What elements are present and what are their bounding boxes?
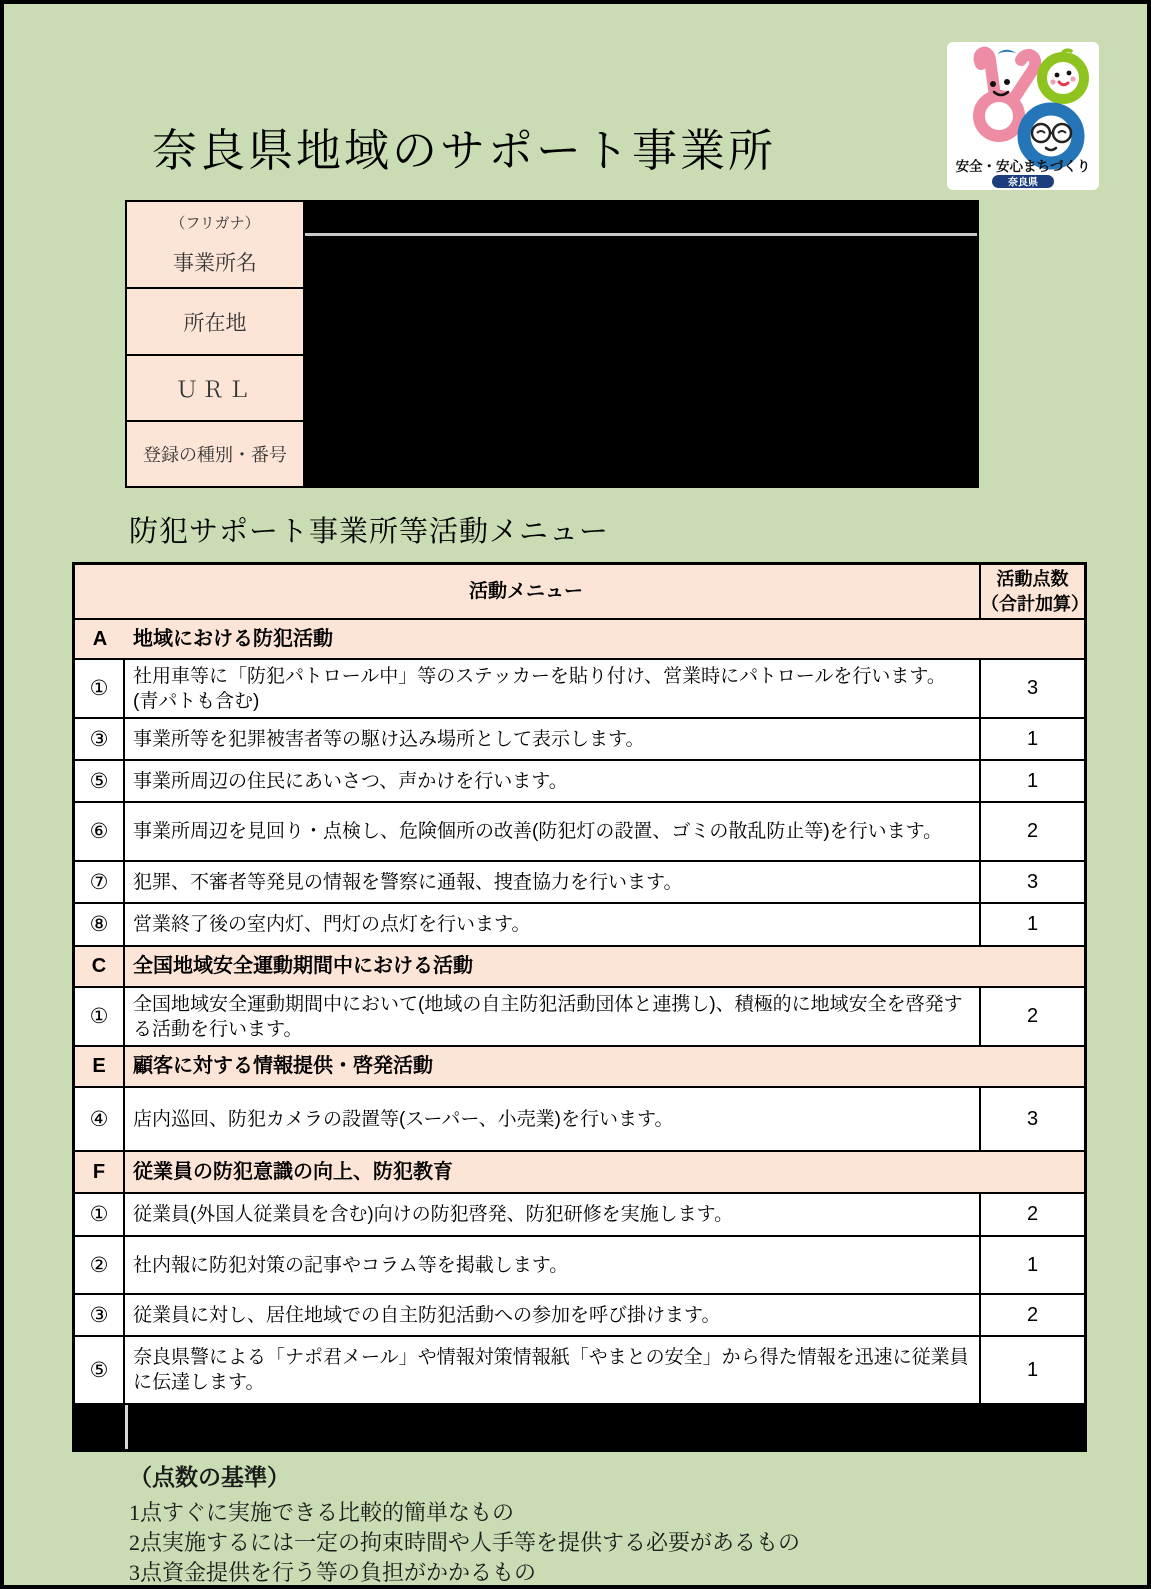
menu-item-row — [75, 1337, 1084, 1405]
business-name-label: 事業所名 — [173, 252, 257, 275]
item-points: 3 — [979, 660, 1084, 717]
menu-item-row — [75, 803, 1084, 862]
furigana-label: （フリガナ） — [170, 215, 260, 232]
column-header-points — [979, 565, 1089, 618]
menu-category-row — [75, 1047, 1084, 1088]
item-number: ① — [75, 988, 125, 1045]
column-header-menu: 活動メニュー — [468, 581, 583, 602]
menu-item-row — [75, 862, 1084, 904]
item-number: ⑦ — [75, 862, 125, 902]
menu-category-row — [75, 620, 1084, 660]
item-points: 3 — [979, 1088, 1084, 1150]
item-number: ⑧ — [75, 904, 125, 945]
green-mascot-icon — [1042, 50, 1084, 99]
item-number: ① — [75, 1194, 125, 1235]
item-points: 1 — [979, 719, 1084, 759]
item-text: 犯罪、不審者等発見の情報を警察に通報、捜査協力を行います。 — [133, 871, 683, 893]
form-row-business-name — [127, 202, 303, 289]
blue-mascot-icon — [1024, 109, 1078, 163]
redacted-row-divider — [125, 1405, 128, 1449]
logo-badge-label: 奈良県 — [1008, 177, 1038, 189]
category-letter: C — [75, 947, 125, 986]
category-title: 全国地域安全運動期間中における活動 — [133, 955, 473, 977]
item-points: 2 — [979, 803, 1084, 860]
category-title: 従業員の防犯意識の向上、防犯教育 — [133, 1160, 453, 1183]
item-text: 事業所等を犯罪被害者等の駆け込み場所として表示します。 — [133, 728, 645, 750]
item-number: ① — [75, 660, 125, 717]
menu-item-row — [75, 1194, 1084, 1237]
furigana-divider-line — [305, 233, 977, 236]
menu-category-row — [75, 947, 1084, 988]
menu-item-row — [75, 719, 1084, 761]
item-number: ④ — [75, 1088, 125, 1150]
item-number: ⑤ — [75, 1337, 125, 1403]
safety-mascot-logo — [947, 42, 1099, 190]
item-number: ⑥ — [75, 803, 125, 860]
activity-menu-table — [72, 562, 1087, 1452]
menu-item-row — [75, 988, 1084, 1047]
item-points: 2 — [979, 988, 1084, 1045]
item-text: 従業員(外国人従業員を含む)向けの防犯啓発、防犯研修を実施します。 — [133, 1204, 734, 1225]
item-points: 3 — [979, 862, 1084, 902]
item-points: 1 — [979, 904, 1084, 945]
notes-line-3: 3点資金提供を行う等の負担がかかるもの — [129, 1560, 537, 1585]
category-letter: E — [75, 1047, 125, 1086]
notes-line-1: 1点すぐに実施できる比較的簡単なもの — [129, 1500, 515, 1525]
menu-redacted-row — [75, 1405, 1084, 1449]
category-title: 地域における防犯活動 — [133, 627, 333, 650]
notes-heading: （点数の基準） — [129, 1465, 290, 1490]
menu-item-row — [75, 660, 1084, 719]
logo-tagline: 安全・安心まちづくり — [955, 159, 1091, 174]
item-number: ③ — [75, 719, 125, 759]
category-letter: A — [92, 627, 108, 650]
menu-item-row — [75, 761, 1084, 803]
notes-line-2: 2点実施するには一定の拘束時間や人手等を提供する必要があるもの — [129, 1530, 801, 1555]
points-header-line2: （合計加算） — [981, 593, 1089, 614]
item-text: 全国地域安全運動期間中において(地域の自主防犯活動団体と連携し)、積極的に地域安全を啓発する活動を行います。 — [133, 993, 963, 1040]
registration-type-label: 登録の種別・番号 — [143, 445, 287, 465]
item-points: 2 — [979, 1295, 1084, 1335]
redacted-values-block — [303, 202, 977, 486]
item-text: 従業員に対し、居住地域での自主防犯活動への参加を呼び掛けます。 — [133, 1304, 721, 1326]
menu-item-row — [75, 1088, 1084, 1152]
item-number: ② — [75, 1237, 125, 1293]
category-letter: F — [75, 1152, 125, 1192]
table-header-row — [75, 565, 1089, 620]
item-text: 事業所周辺を見回り・点検し、危険個所の改善(防犯灯の設置、ゴミの散乱防止等)を行います。 — [133, 821, 943, 842]
item-text: 営業終了後の室内灯、門灯の点灯を行います。 — [133, 914, 531, 935]
menu-item-row — [75, 1237, 1084, 1295]
scoring-criteria-notes — [129, 1459, 800, 1588]
menu-item-row — [75, 1295, 1084, 1337]
category-title: 顧客に対する情報提供・啓発活動 — [133, 1055, 433, 1077]
item-number: ③ — [75, 1295, 125, 1335]
points-header-line1: 活動点数 — [996, 568, 1069, 589]
address-label: 所在地 — [127, 289, 303, 356]
item-points: 1 — [979, 761, 1084, 801]
business-info-form — [125, 200, 979, 488]
item-points: 1 — [979, 1337, 1084, 1403]
page-title: 奈良県地域のサポート事業所 — [151, 125, 776, 176]
item-text: 社内報に防犯対策の記事やコラム等を掲載します。 — [133, 1254, 569, 1276]
item-points: 1 — [979, 1237, 1084, 1293]
item-number: ⑤ — [75, 761, 125, 801]
item-text: 店内巡回、防犯カメラの設置等(スーパー、小売業)を行います。 — [133, 1108, 674, 1130]
url-label: ＵＲＬ — [127, 356, 303, 422]
item-text: 事業所周辺の住民にあいさつ、声かけを行います。 — [133, 770, 568, 792]
safety-town-logo — [947, 42, 1099, 190]
section-title: 防犯サポート事業所等活動メニュー — [129, 516, 610, 548]
item-points: 2 — [979, 1194, 1084, 1235]
item-text: 社用車等に「防犯パトロール中」等のステッカーを貼り付け、営業時にパトロールを行います。(青パトも含む) — [133, 665, 946, 712]
menu-category-row — [75, 1152, 1084, 1194]
item-text: 奈良県警による「ナポ君メール」や情報対策情報紙「やまとの安全」から得た情報を迅速に従業員に伝達します。 — [133, 1347, 969, 1393]
form-label-column — [127, 202, 303, 486]
menu-item-row — [75, 904, 1084, 947]
